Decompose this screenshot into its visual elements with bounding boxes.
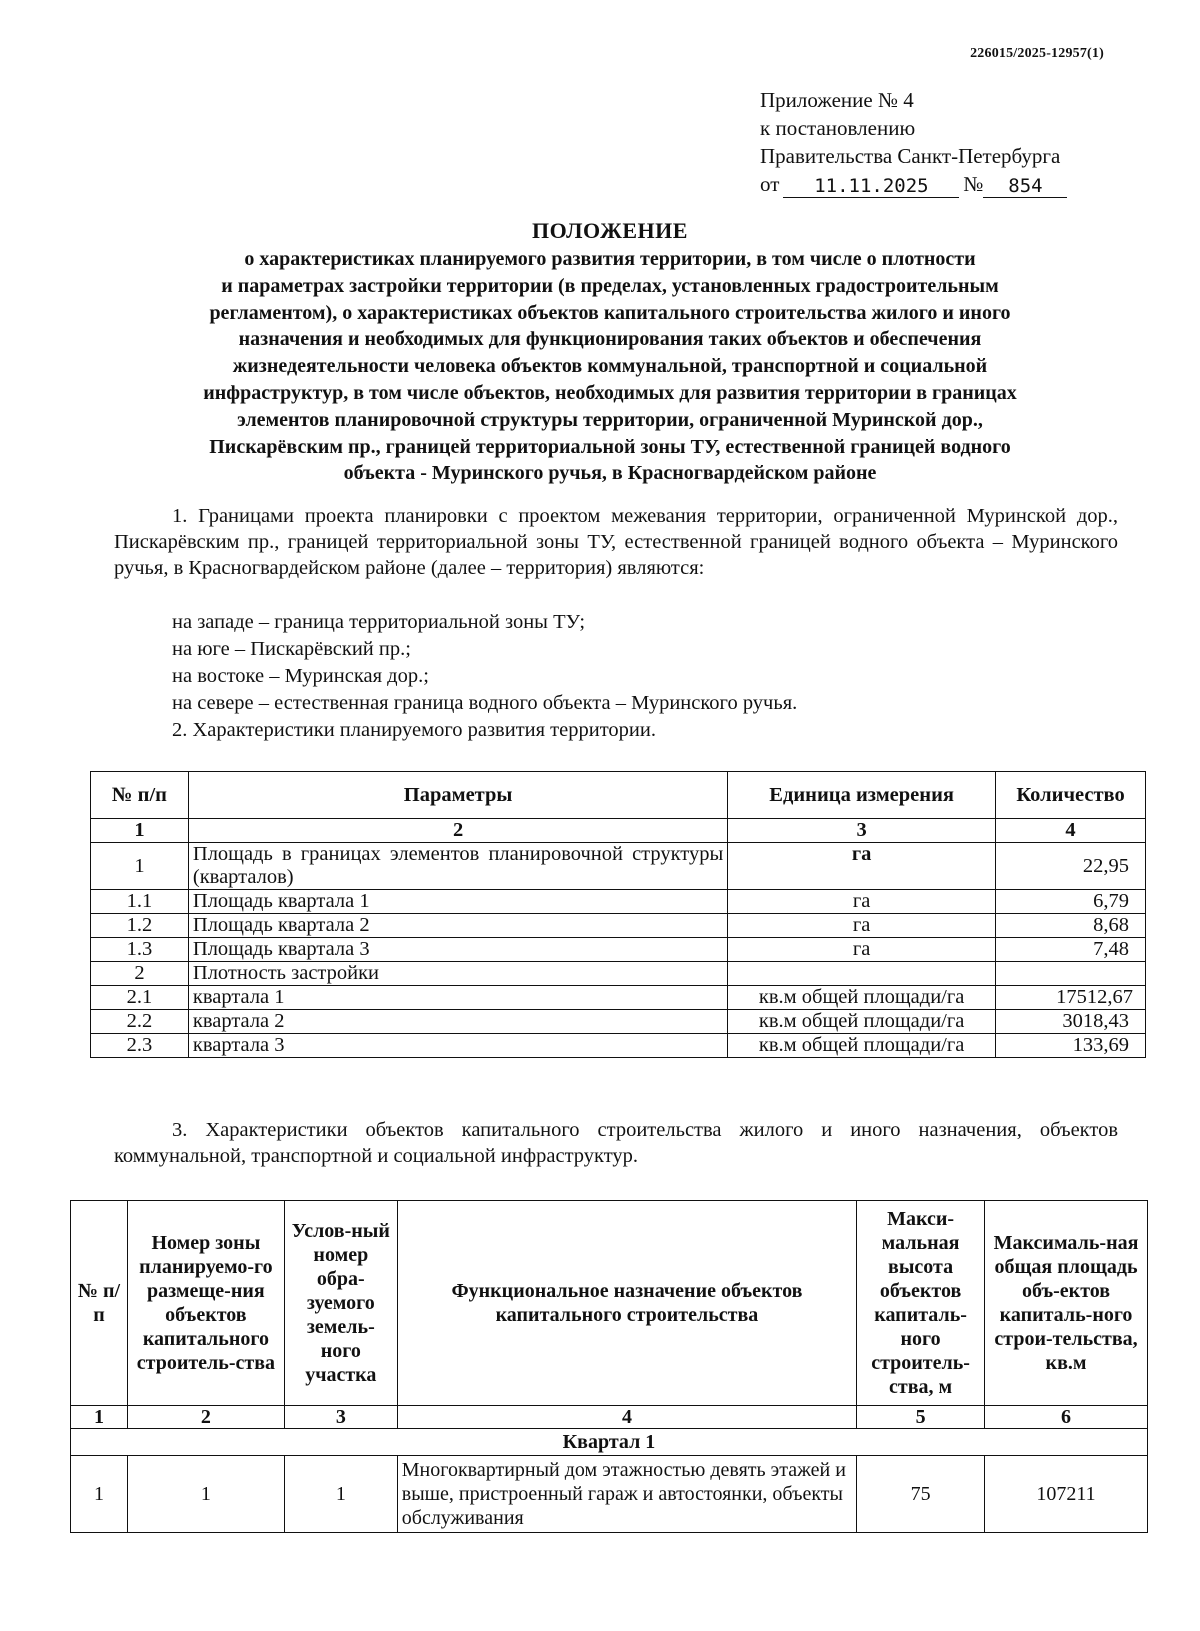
subtitle-line: жизнедеятельности человека объектов коммунальной, транспортной и социальной — [232, 355, 988, 378]
row-value: 6,79 — [996, 890, 1146, 914]
table-row — [91, 914, 1146, 938]
row-unit — [728, 962, 996, 986]
header-cell: Параметры — [188, 772, 727, 819]
table-row — [91, 986, 1146, 1010]
row-number: 1.1 — [91, 890, 189, 914]
row-number: 1.3 — [91, 938, 189, 962]
header-cell: Номер зоны планируемо-го размеще-ния объектов капитального строитель-ства — [127, 1201, 284, 1406]
row-purpose: Многоквартирный дом этажностью девять этажей и выше, пристроенный гараж и автостоянки, объекты обслуживания — [397, 1456, 856, 1533]
row-unit: га — [728, 938, 996, 962]
appendix-line-3: Правительства Санкт-Петербурга — [760, 144, 1061, 168]
header-cell: Функциональное назначение объектов капитального строительства — [397, 1201, 856, 1406]
column-number: 1 — [71, 1406, 128, 1429]
boundary-east: на востоке – Муринская дор.; — [172, 665, 429, 687]
subtitle-line: Пискарёвским пр., границей территориальной зоны ТУ, естественной границей водного — [209, 435, 1011, 458]
header-cell: № п/п — [91, 772, 189, 819]
column-number: 4 — [397, 1406, 856, 1429]
header-cell: Максималь-ная общая площадь объ-ектов капиталь-ного строи-тельства, кв.м — [985, 1201, 1148, 1406]
row-number: 2.1 — [91, 986, 189, 1010]
section-2-heading: 2. Характеристики планируемого развития территории. — [172, 719, 656, 741]
row-parameter: квартала 1 — [188, 986, 727, 1010]
row-value: 7,48 — [996, 938, 1146, 962]
section-1-text: 1. Границами проекта планировки с проектом межевания территории, ограниченной Муринской дор., Пискарёвским пр., границей территориальной зоны ТУ, естественной границей водного объекта – Муринского ручья, в Красногвардейском районе (далее – территория) являются: — [114, 505, 1118, 579]
row-value: 17512,67 — [996, 986, 1146, 1010]
subtitle-line: о характеристиках планируемого развития территории, в том числе о плотности — [244, 248, 976, 270]
row-zone: 1 — [127, 1456, 284, 1533]
column-number: 3 — [728, 819, 996, 843]
header-cell: Количество — [996, 772, 1146, 819]
header-cell: Единица измерения — [728, 772, 996, 819]
row-plot: 1 — [284, 1456, 397, 1533]
header-cell: № п/п — [71, 1201, 128, 1406]
column-number: 1 — [91, 819, 189, 843]
header-cell: Макси-мальная высота объектов капиталь-ного строитель-ства, м — [857, 1201, 985, 1406]
row-unit: га — [728, 843, 996, 890]
capital-construction-table — [70, 1200, 1148, 1533]
column-number: 5 — [857, 1406, 985, 1429]
row-value: 8,68 — [996, 914, 1146, 938]
section-3-text: 3. Характеристики объектов капитального строительства жилого и иного назначения, объектов коммунальной, транспортной и социальной инфраструктур. — [114, 1119, 1118, 1167]
table-row — [71, 1456, 1148, 1533]
row-height: 75 — [857, 1456, 985, 1533]
table-row — [91, 1010, 1146, 1034]
row-parameter: Плотность застройки — [188, 962, 727, 986]
subtitle-line: объекта - Муринского ручья, в Красногвардейском районе — [343, 462, 877, 485]
table-row — [91, 1034, 1146, 1058]
column-number-row — [71, 1406, 1148, 1429]
table-header-row — [71, 1201, 1148, 1406]
appendix-block — [760, 86, 1067, 198]
appendix-line-1: Приложение № 4 — [760, 88, 914, 112]
appendix-line-2: к постановлению — [760, 116, 916, 140]
column-number: 2 — [127, 1406, 284, 1429]
row-value — [996, 962, 1146, 986]
subtitle-line: элементов планировочной структуры территории, ограниченной Муринской дор., — [237, 408, 983, 431]
document-number: 226015/2025-12957(1) — [970, 46, 1104, 61]
row-number: 2.3 — [91, 1034, 189, 1058]
row-unit: кв.м общей площади/га — [728, 986, 996, 1010]
section-1-paragraph — [114, 503, 1118, 581]
quarter-label: Квартал 1 — [71, 1429, 1148, 1456]
row-number: 1.2 — [91, 914, 189, 938]
row-parameter: Площадь квартала 3 — [188, 938, 727, 962]
decree-date: 11.11.2025 — [783, 175, 959, 198]
column-number-row — [91, 819, 1146, 843]
column-number: 2 — [188, 819, 727, 843]
subtitle-line: назначения и необходимых для функционирования таких объектов и обеспечения — [238, 328, 982, 351]
row-parameter: квартала 3 — [188, 1034, 727, 1058]
row-number: 2 — [91, 962, 189, 986]
section-row — [71, 1429, 1148, 1456]
row-parameter: Площадь квартала 1 — [188, 890, 727, 914]
row-area: 107211 — [985, 1456, 1148, 1533]
row-unit: кв.м общей площади/га — [728, 1010, 996, 1034]
row-number: 2.2 — [91, 1010, 189, 1034]
from-label: от — [760, 172, 780, 196]
territory-parameters-table — [90, 771, 1146, 1058]
column-number: 3 — [284, 1406, 397, 1429]
row-value: 22,95 — [996, 843, 1146, 890]
row-unit: га — [728, 914, 996, 938]
column-number: 4 — [996, 819, 1146, 843]
row-parameter: квартала 2 — [188, 1010, 727, 1034]
section-3-paragraph — [114, 1117, 1118, 1169]
row-value: 133,69 — [996, 1034, 1146, 1058]
boundary-west: на западе – граница территориальной зоны ТУ; — [172, 611, 586, 633]
column-number: 6 — [985, 1406, 1148, 1429]
table-row — [91, 843, 1146, 890]
row-number: 1 — [91, 843, 189, 890]
header-cell: Услов-ный номер обра-зуемого земель-ного участка — [284, 1201, 397, 1406]
decree-number: 854 — [983, 175, 1067, 198]
subtitle-line: инфраструктур, в том числе объектов, необходимых для развития территории в границах — [203, 381, 1017, 404]
row-value: 3018,43 — [996, 1010, 1146, 1034]
table-row — [91, 890, 1146, 914]
number-label: № — [963, 172, 984, 196]
row-unit: кв.м общей площади/га — [728, 1034, 996, 1058]
subtitle-line: и параметрах застройки территории (в пределах, установленных градостроительным — [221, 274, 999, 297]
document-subtitle — [110, 246, 1110, 487]
row-number: 1 — [71, 1456, 128, 1533]
table-header-row — [91, 772, 1146, 819]
subtitle-line: регламентом), о характеристиках объектов капитального строительства жилого и иного — [209, 301, 1011, 324]
document-title: ПОЛОЖЕНИЕ — [532, 218, 688, 243]
appendix-signature-line — [760, 170, 1067, 198]
boundary-north: на севере – естественная граница водного объекта – Муринского ручья. — [172, 692, 798, 714]
row-parameter: Площадь в границах элементов планировочной структуры (кварталов) — [188, 843, 727, 890]
boundary-south: на юге – Пискарёвский пр.; — [172, 638, 411, 660]
table-row — [91, 962, 1146, 986]
table-row — [91, 938, 1146, 962]
row-parameter: Площадь квартала 2 — [188, 914, 727, 938]
row-unit: га — [728, 890, 996, 914]
